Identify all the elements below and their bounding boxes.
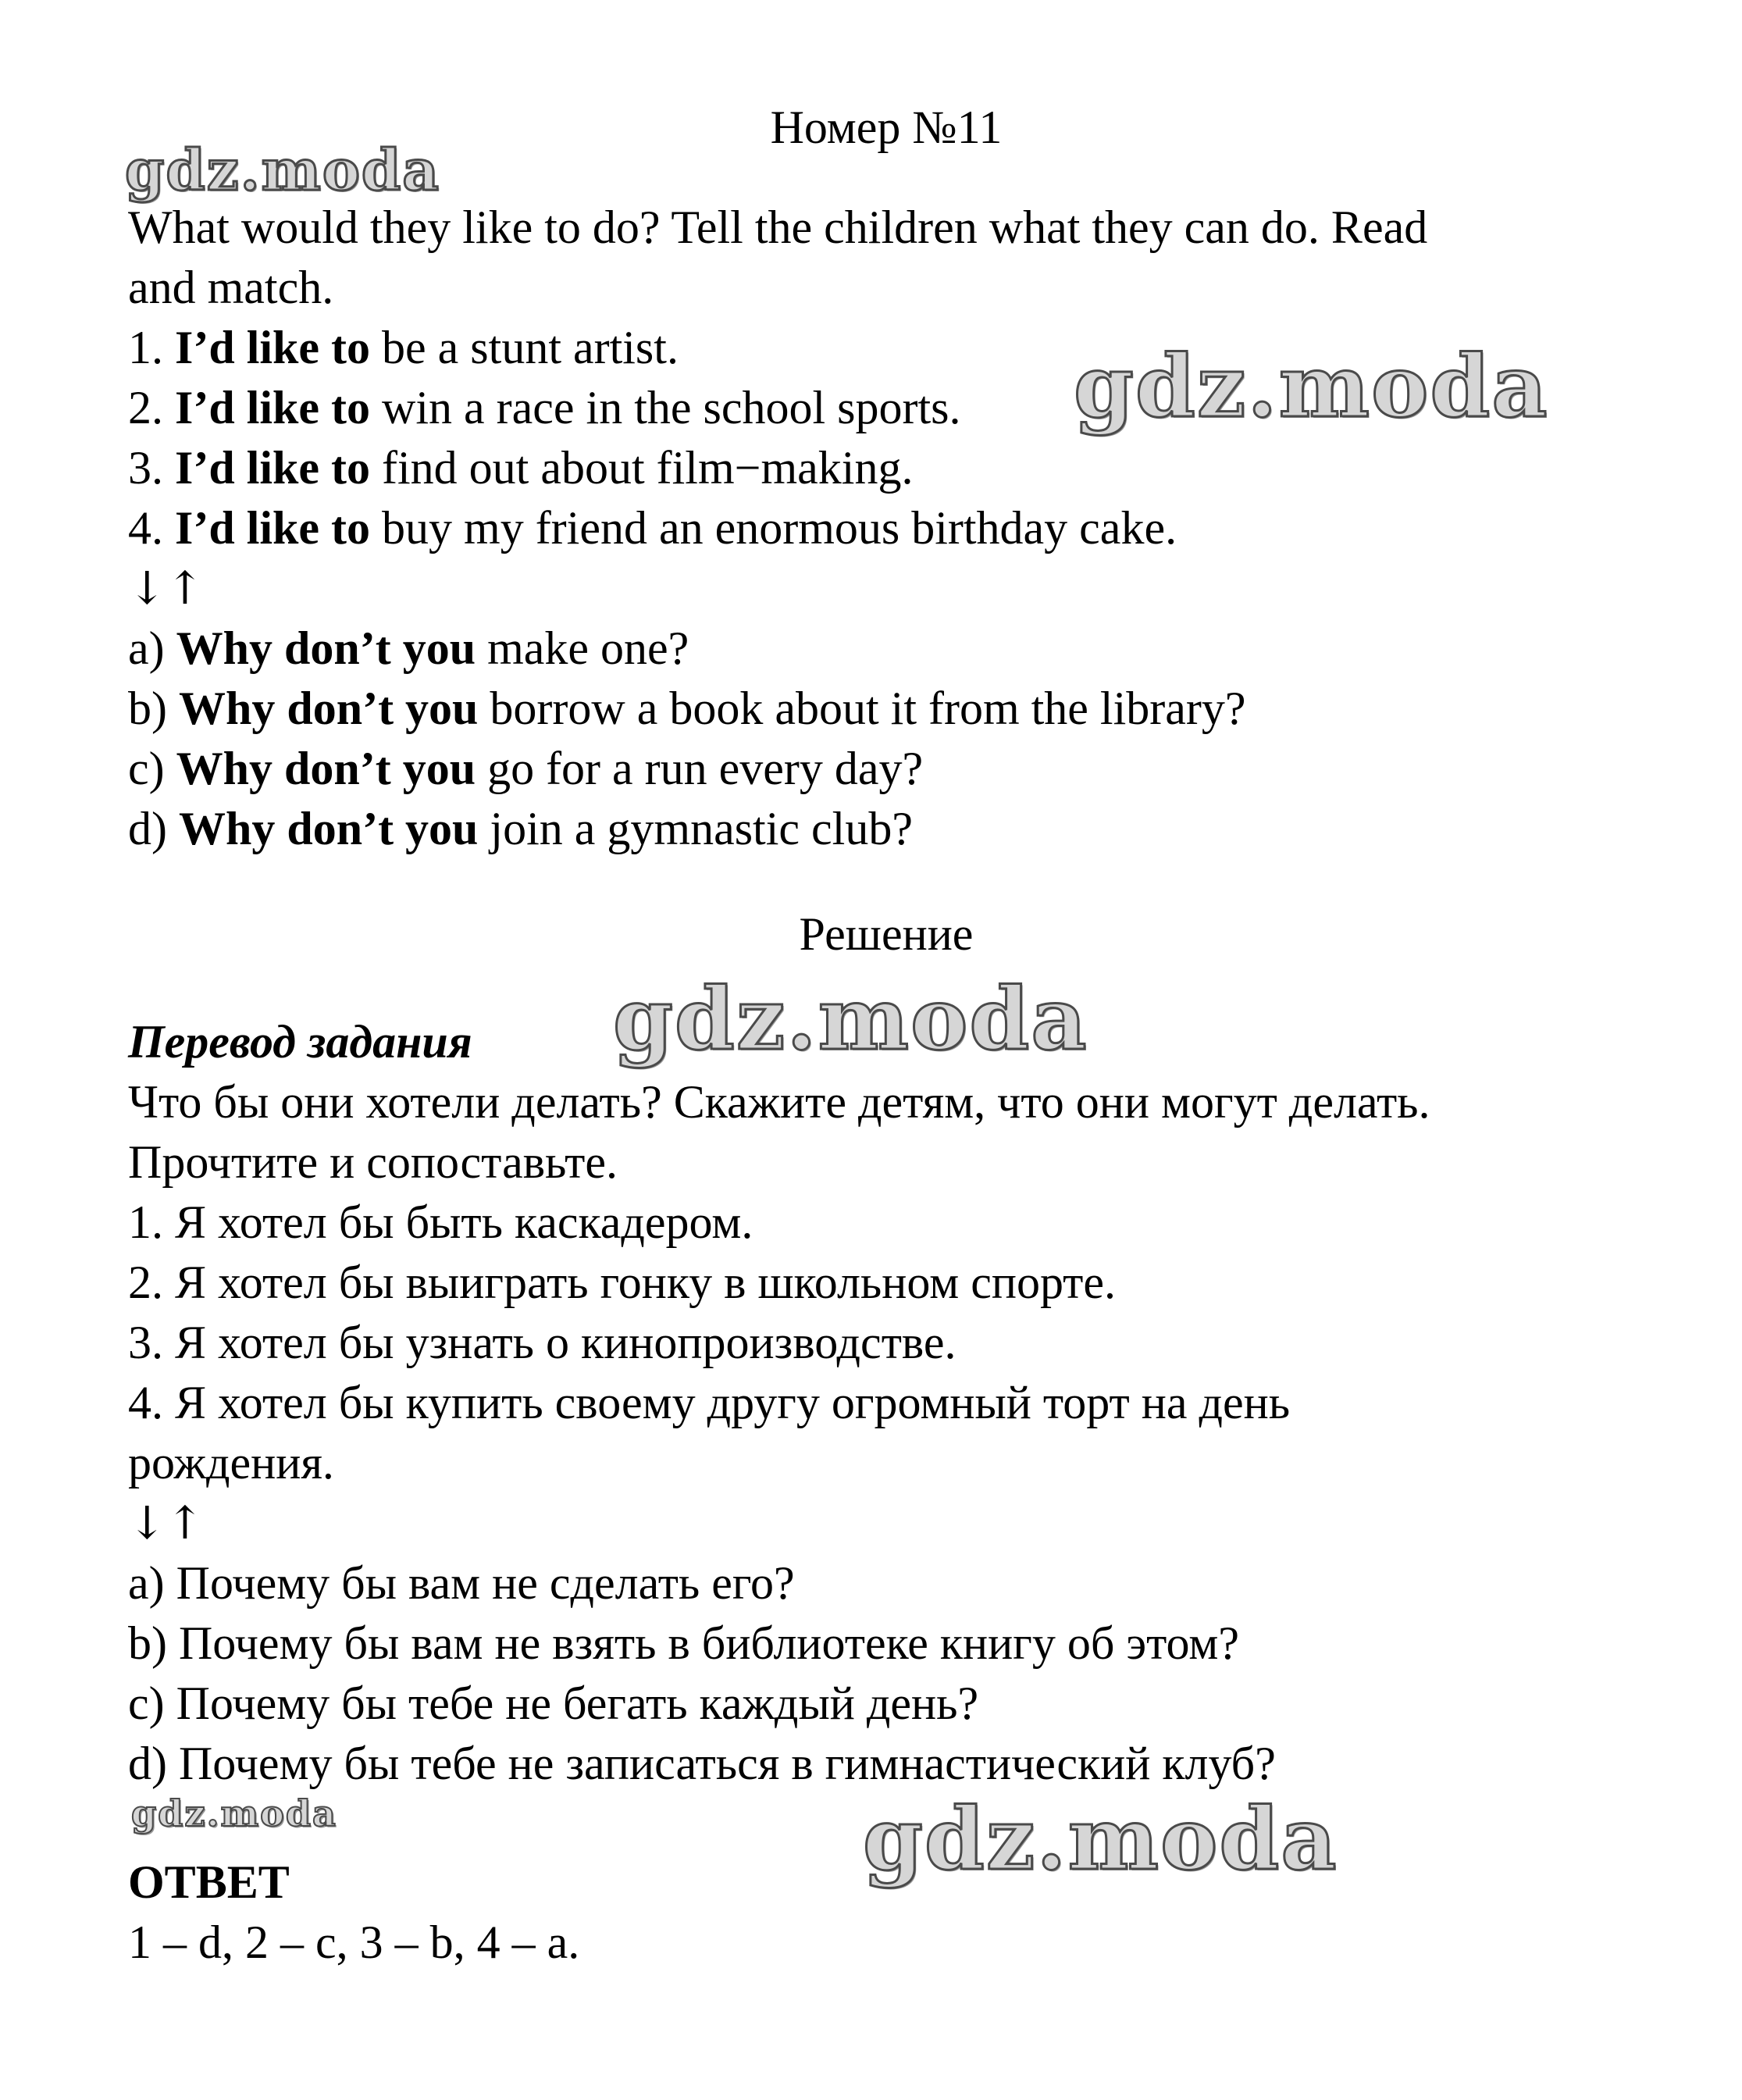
translation-heading: Перевод задания xyxy=(128,1016,472,1068)
answer-heading: ОТВЕТ xyxy=(128,1856,290,1908)
watermark-logo: gdz.moda xyxy=(1074,336,1549,437)
statement-number: 2. xyxy=(128,382,163,433)
statement-text: find out about film−making. xyxy=(370,442,914,494)
watermark-logo: gdz.moda xyxy=(131,1792,337,1834)
response-d xyxy=(128,799,913,858)
ru-statement-1: 1. Я хотел бы быть каскадером. xyxy=(128,1196,753,1248)
response-lead: Why don’t you xyxy=(178,803,479,854)
watermark-logo: gdz.moda xyxy=(613,968,1088,1069)
instruction-line-2: and match. xyxy=(128,262,334,313)
statement-1 xyxy=(128,318,679,377)
statement-number: 4. xyxy=(128,502,163,554)
ru-response-a: a) Почему бы вам не сделать его? xyxy=(128,1557,795,1609)
response-letter: c) xyxy=(128,743,165,794)
ru-instruction-line-2: Прочтите и сопоставьте. xyxy=(128,1136,618,1188)
response-text: make one? xyxy=(476,622,689,674)
ru-response-c: c) Почему бы тебе не бегать каждый день? xyxy=(128,1678,979,1729)
response-text: go for a run every day? xyxy=(476,743,924,794)
response-text: borrow a book about it from the library? xyxy=(478,683,1246,734)
statement-number: 1. xyxy=(128,322,163,373)
statement-number: 3. xyxy=(128,442,163,494)
ru-statement-3: 3. Я хотел бы узнать о кинопроизводстве. xyxy=(128,1317,956,1368)
response-b xyxy=(128,679,1245,738)
statement-lead: I’d like to xyxy=(175,322,371,373)
statement-text: buy my friend an enormous birthday cake. xyxy=(370,502,1177,554)
statement-2 xyxy=(128,378,961,437)
statement-lead: I’d like to xyxy=(175,382,371,433)
solution-heading: Решение xyxy=(799,908,974,960)
match-arrows-icon: ↓↑ xyxy=(128,562,205,615)
watermark-logo: gdz.moda xyxy=(125,137,440,203)
response-letter: b) xyxy=(128,683,167,734)
response-letter: a) xyxy=(128,622,165,674)
statement-4 xyxy=(128,498,1177,558)
ru-statement-2: 2. Я хотел бы выиграть гонку в школьном спорте. xyxy=(128,1257,1117,1308)
ru-response-d: d) Почему бы тебе не записаться в гимнастический клуб? xyxy=(128,1738,1276,1789)
statement-3 xyxy=(128,438,913,497)
ru-statement-4-cont: рождения. xyxy=(128,1437,334,1489)
response-lead: Why don’t you xyxy=(178,683,479,734)
ru-response-b: b) Почему бы вам не взять в библиотеке книгу об этом? xyxy=(128,1617,1240,1669)
answer-text: 1 – d, 2 – c, 3 – b, 4 – a. xyxy=(128,1916,580,1968)
statement-text: be a stunt artist. xyxy=(370,322,679,373)
statement-lead: I’d like to xyxy=(175,442,371,494)
ru-instruction-line-1: Что бы они хотели делать? Скажите детям, что они могут делать. xyxy=(128,1076,1430,1128)
statement-text: win a race in the school sports. xyxy=(370,382,961,433)
response-letter: d) xyxy=(128,803,167,854)
response-text: join a gymnastic club? xyxy=(478,803,913,854)
response-a xyxy=(128,619,689,678)
instruction-line-1: What would they like to do? Tell the children what they can do. Read xyxy=(128,201,1428,253)
response-lead: Why don’t you xyxy=(176,622,476,674)
ru-match-arrows-icon: ↓↑ xyxy=(128,1496,205,1549)
watermark-logo: gdz.moda xyxy=(863,1788,1338,1889)
response-lead: Why don’t you xyxy=(176,743,476,794)
response-c xyxy=(128,739,923,798)
ru-statement-4: 4. Я хотел бы купить своему другу огромный торт на день xyxy=(128,1377,1291,1428)
task-title: Номер №11 xyxy=(770,102,1003,153)
statement-lead: I’d like to xyxy=(175,502,371,554)
